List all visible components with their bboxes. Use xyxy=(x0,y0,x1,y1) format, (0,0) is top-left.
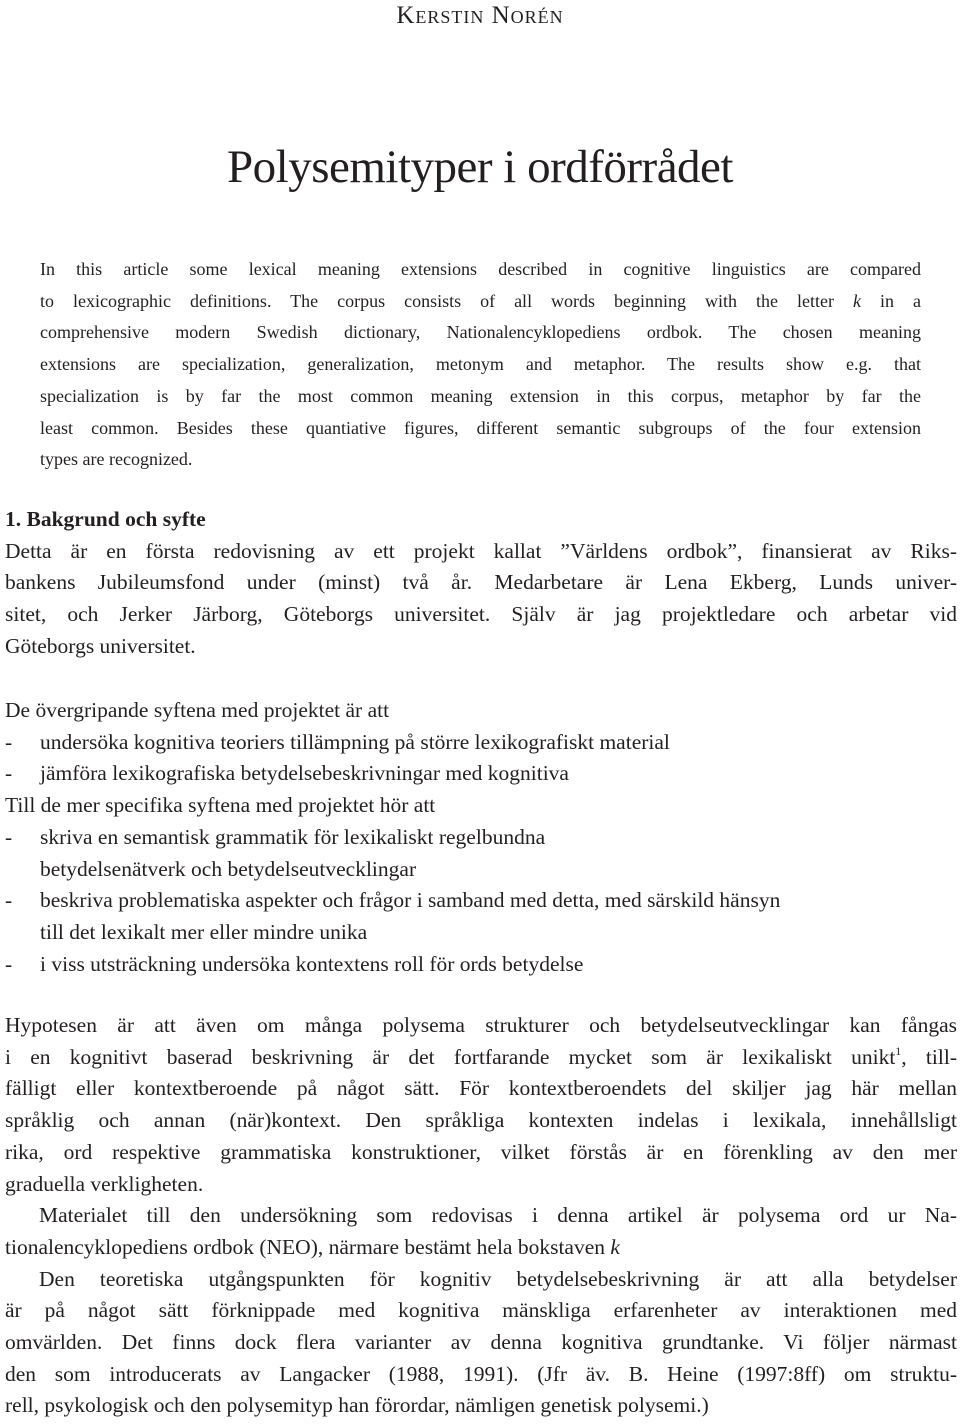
abstract-line: comprehensive modern Swedish dictionary, Nationalencyklopediens ordbok. The chosen meaning xyxy=(40,322,921,343)
paragraph-line: graduella verkligheten. xyxy=(5,1171,204,1196)
paragraph-line: Göteborgs universitet. xyxy=(5,633,196,658)
goals-intro-specific: Till de mer specifika syftena med projektet hör att xyxy=(5,793,436,818)
goal-item: - jämföra lexikografiska betydelsebeskrivningar med kognitiva xyxy=(5,761,569,786)
specific-goal-item: - beskriva problematiska aspekter och frågor i samband med detta, med särskild hänsyn xyxy=(5,888,781,913)
theory-line: omvärlden. Det finns dock flera varianter av denna kognitiva grundtanke. Vi följer närmast xyxy=(5,1330,957,1355)
section-background xyxy=(5,504,957,663)
abstract-line: least common. Besides these quantiative figures, different semantic subgroups of the four extension xyxy=(40,417,921,438)
material-line: Materialet till den undersökning som redovisas i denna artikel är polysema ord ur Na- xyxy=(39,1203,957,1228)
abstract-line: types are recognized. xyxy=(40,449,193,470)
paragraph-line: fälligt eller kontextberoende på något sätt. För kontextberoendets del skiljer jag här mellan xyxy=(5,1076,957,1101)
theory-line: är på något sätt förknippade med kognitiva mänskliga erfarenheter av interaktionen med xyxy=(5,1298,957,1323)
paragraph-line: Detta är en första redovisning av ett projekt kallat ”Världens ordbok”, finansierat av Riks- xyxy=(5,538,957,563)
hypothesis-paragraph xyxy=(5,1010,957,1422)
paragraph-line: sitet, och Jerker Järborg, Göteborgs universitet. Själv är jag projektledare och arbetar vid xyxy=(5,602,957,627)
specific-goal-item: - skriva en semantisk grammatik för lexikaliskt regelbundna xyxy=(5,824,546,849)
footnote-marker[interactable]: 1 xyxy=(895,1043,902,1058)
goals-intro: De övergripande syftena med projektet är att xyxy=(5,698,390,722)
paragraph-line: språklig och annan (när)kontext. Den språkliga kontexten indelas i lexikala, innehållsligt xyxy=(5,1108,957,1133)
abstract-line: In this article some lexical meaning extensions described in cognitive linguistics are compared xyxy=(40,259,921,279)
specific-goal-continuation: betydelsenätverk och betydelseutvecklingar xyxy=(40,856,417,881)
paragraph-line: bankens Jubileumsfond under (minst) två år. Medarbetare är Lena Ekberg, Lunds univer- xyxy=(5,570,957,595)
letter-k: k xyxy=(610,1234,620,1259)
letter-k: k xyxy=(853,290,862,311)
abstract-line: specialization is by far the most common meaning extension in this corpus, metaphor by far the xyxy=(40,385,921,406)
theory-line: rell, psykologisk och den polysemityp han förordar, nämligen genetisk polysemi.) xyxy=(5,1393,709,1418)
abstract xyxy=(40,254,921,476)
goals-block xyxy=(5,695,957,980)
running-header-author: Kerstin Norén xyxy=(396,2,564,29)
abstract-line: to lexicographic definitions. The corpus consists of all words beginning with the letter k in a xyxy=(40,290,922,311)
specific-goal-continuation: till det lexikalt mer eller mindre unika xyxy=(40,919,368,944)
paragraph-line: i en kognitivt baserad beskrivning är det fortfarande mycket som är lexikaliskt unikt$^1$, till- xyxy=(5,1043,957,1069)
specific-goal-item: - i viss utsträckning undersöka kontextens roll för ords betydelse xyxy=(5,951,584,976)
theory-line: Den teoretiska utgångspunkten för kognitiv betydelsebeskrivning är att alla betydelser xyxy=(39,1266,957,1291)
theory-line: den som introducerats av Langacker (1988, 1991). (Jfr äv. B. Heine (1997:8ff) om struktu- xyxy=(5,1361,957,1386)
material-line: tionalencyklopediens ordbok (NEO), närmare bestämt hela bokstaven k xyxy=(5,1234,620,1259)
paragraph-line: Hypotesen är att även om många polysema strukturer och betydelseutvecklingar kan fångas xyxy=(5,1013,957,1037)
abstract-line: extensions are specialization, generalization, metonym and metaphor. The results show e.g. that xyxy=(40,354,921,375)
section-heading: 1. Bakgrund och syfte xyxy=(5,507,206,531)
article-title: Polysemityper i ordförrådet xyxy=(227,141,733,193)
paragraph-line: rika, ord respektive grammatiska konstruktioner, vilket förstås är en förenkling av den mer xyxy=(5,1139,957,1164)
goal-item: - undersöka kognitiva teoriers tillämpning på större lexikografiskt material xyxy=(5,729,670,754)
